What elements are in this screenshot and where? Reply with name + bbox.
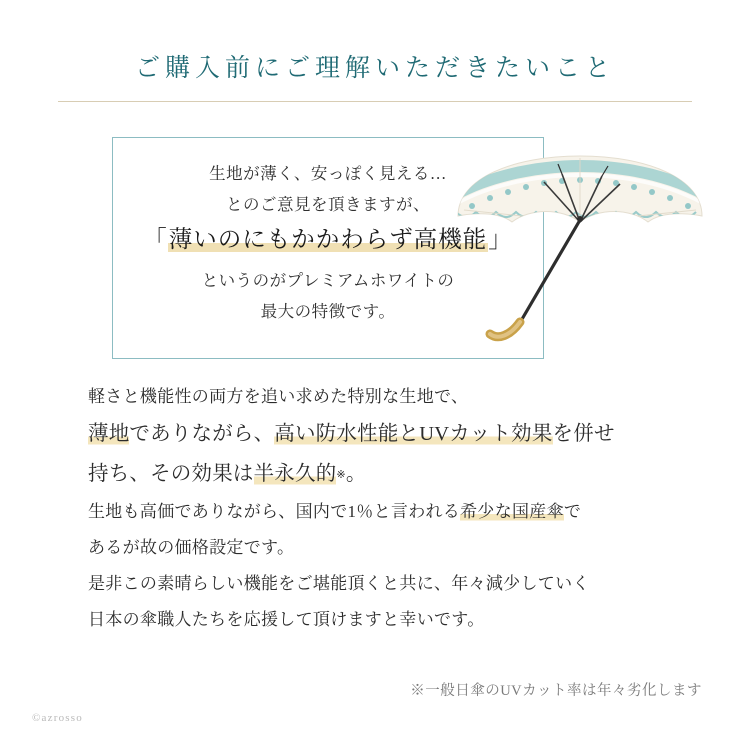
body-line-2 — [88, 424, 668, 445]
quote-line-5: 最大の特徴です。 — [260, 302, 396, 321]
quote-line-2: とのご意見を頂きますが、 — [226, 194, 430, 214]
body-line-4-part-3: で — [563, 502, 582, 521]
body-line-1: 軽さと機能性の両方を追い求めた特別な生地で、 — [88, 387, 469, 406]
body-line-3-part-4: 。 — [345, 462, 367, 485]
body-line-2-part-7: を併せ — [552, 423, 615, 445]
body-line-2-part-1: 薄地 — [88, 423, 130, 445]
footnote: ※一般日傘のUVカット率は年々劣化します — [410, 683, 702, 699]
body-line-6: 是非この素晴らしい機能をご堪能頂くと共に、年々減少していく — [88, 574, 590, 593]
body-line-2-part-5: と — [398, 423, 420, 445]
body-line-2-part-2: でありながら、 — [129, 423, 275, 445]
body-line-4-part-1: 生地も高価でありながら、国内で1％と言われる — [88, 502, 461, 521]
body-copy — [88, 388, 668, 647]
body-line-2-part-4: 防水性能 — [315, 423, 399, 445]
body-line-7: 日本の傘職人たちを応援して頂けますと幸いです。 — [88, 610, 485, 629]
brand-mark: ©azrosso — [32, 712, 83, 724]
folding-umbrella-photo — [452, 150, 708, 350]
page-title: ご購入前にご理解いただきたいこと — [134, 55, 615, 82]
body-line-3-part-1: 持ち、その効果は — [88, 462, 254, 485]
body-line-2-part-3: 高い — [274, 423, 316, 445]
title-divider — [58, 101, 692, 102]
quote-bracket-close: 」 — [488, 227, 513, 253]
body-line-3-asterisk: ※ — [336, 468, 346, 481]
quote-line-4: というのがプレミアムホワイトの — [201, 270, 455, 290]
quote-bracket-open: 「 — [143, 227, 168, 253]
quote-emphasis-text: 薄いのにもかかわらず高機能 — [168, 227, 488, 253]
body-line-4-part-2: 希少な国産傘 — [460, 502, 564, 521]
body-line-3-part-2: 半永久的 — [253, 462, 337, 485]
quote-line-1: 生地が薄く、安っぽく見える… — [209, 164, 447, 183]
body-line-4 — [88, 503, 668, 520]
body-line-2-part-6: UVカット効果 — [419, 423, 553, 445]
body-line-3 — [88, 464, 668, 485]
body-line-5: あるが故の価格設定です。 — [88, 538, 295, 557]
